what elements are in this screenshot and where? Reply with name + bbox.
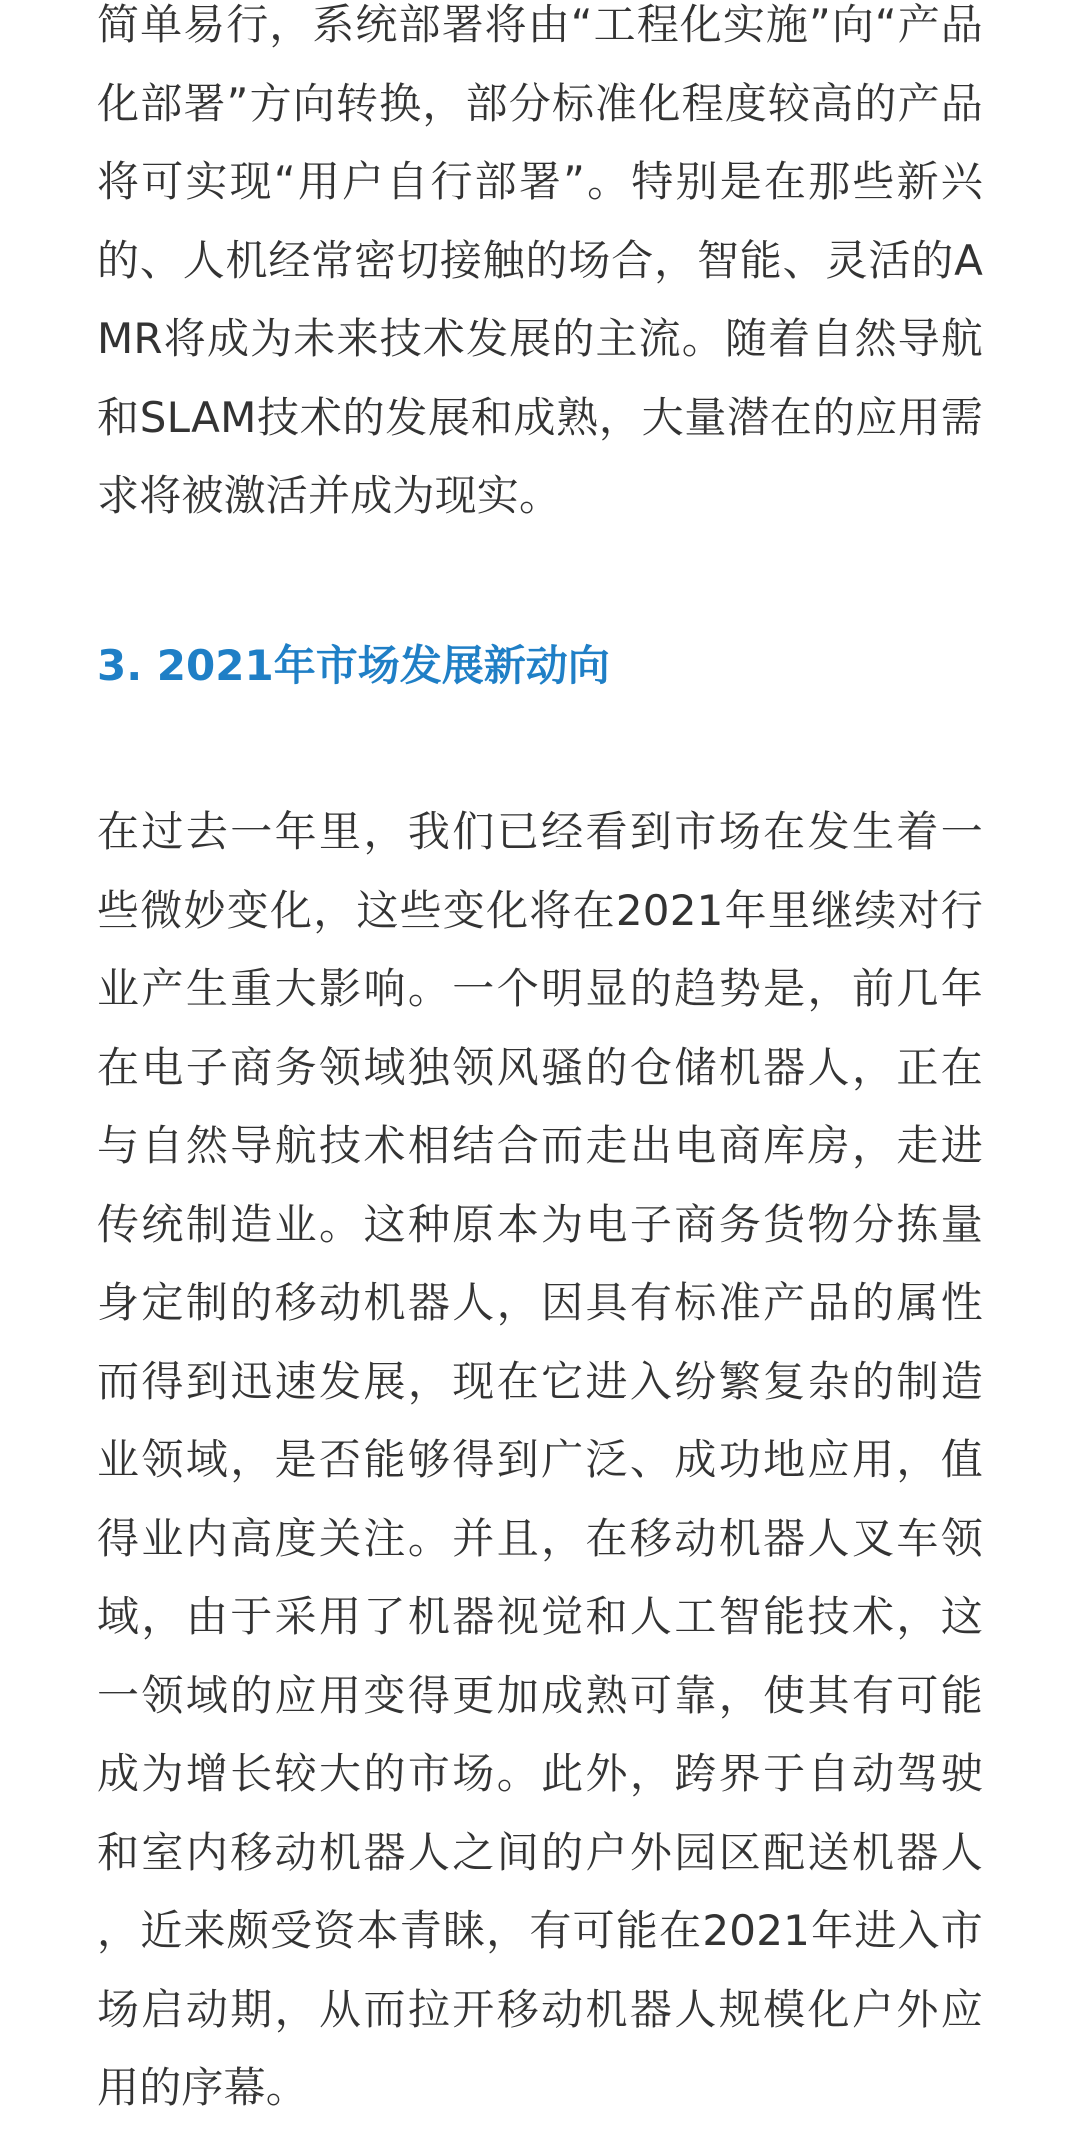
article-paragraph-market-changes: 在过去一年里，我们已经看到市场在发生着一些微妙变化，这些变化将在2021年里继续对行业产生重大影响。一个明显的趋势是，前几年在电子商务领域独领风骚的仓储机器人，正在与自然导航技术相结合而走出电商库房，走进传统制造业。这种原本为电子商务货物分拣量身定制的移动机器人，因具有标准产品的属性而得到迅速发展，现在它进入纷繁复杂的制造业领域，是否能够得到广泛、成功地应用，值得业内高度关注。并且，在移动机器人叉车领域，由于采用了机器视觉和人工智能技术，这一领域的应用变得更加成熟可靠，使其有可能成为增长较大的市场。此外，跨界于自动驾驶和室内移动机器人之间的户外园区配送机器人，近来颇受资本青睐，有可能在2021年进入市场启动期，从而拉开移动机器人规模化户外应用的序幕。	[97, 807, 983, 2112]
article-paragraph-amr-trend: 简单易行，系统部署将由“工程化实施”向“产品化部署”方向转换，部分标准化程度较高的产品将可实现“用户自行部署”。特别是在那些新兴的、人机经常密切接触的场合，智能、灵活的AMR将成为未来技术发展的主流。随着自然导航和SLAM技术的发展和成熟，大量潜在的应用需求将被激活并成为现实。	[97, 0, 983, 520]
section-heading-2021-market-trends: 3. 2021年市场发展新动向	[97, 641, 610, 690]
